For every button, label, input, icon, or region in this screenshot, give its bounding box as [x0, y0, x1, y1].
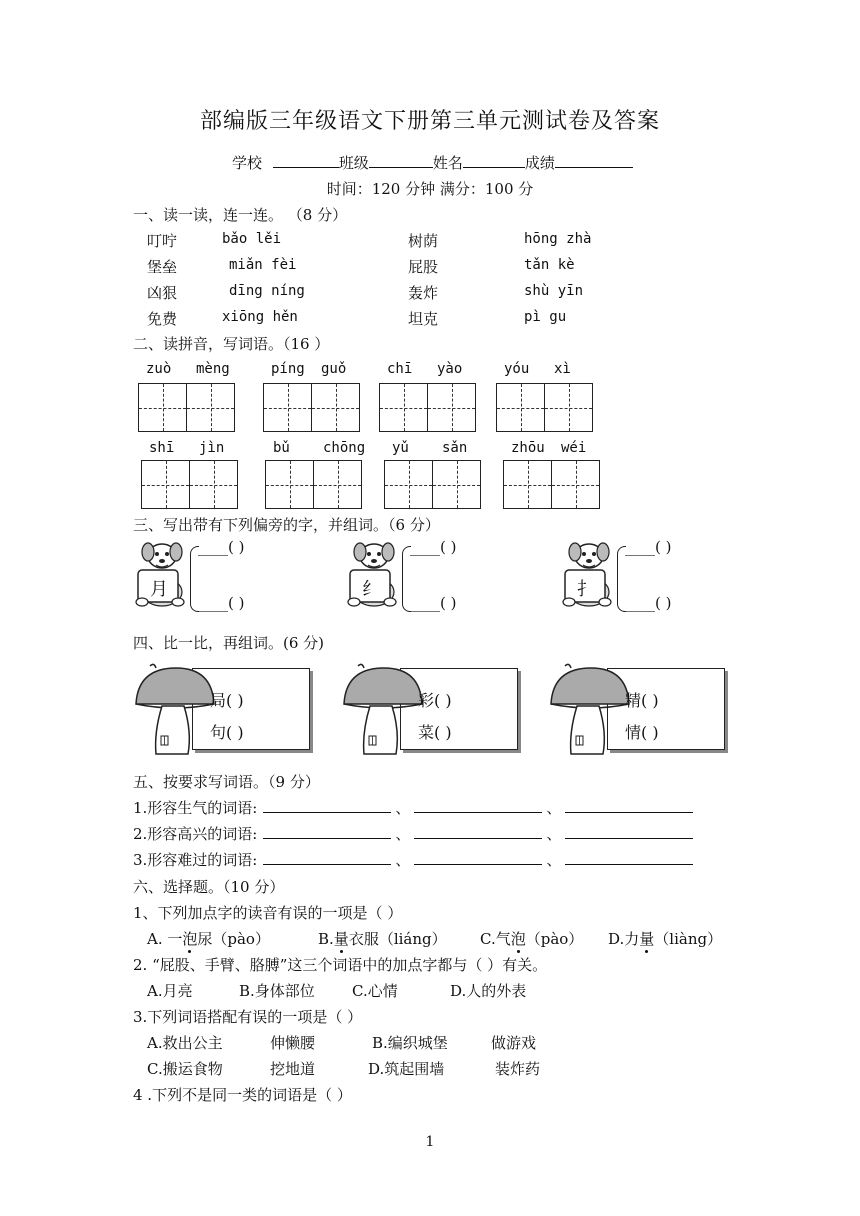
match-right-word[interactable]: 轰炸 [408, 284, 439, 302]
word-request-row [133, 797, 693, 818]
match-right-word[interactable]: 坦克 [408, 310, 439, 328]
separator: 、 [395, 799, 411, 817]
separator: 、 [546, 825, 562, 843]
word-request-label: 3.形容难过的词语: [133, 851, 258, 869]
radical-answer-blank-1[interactable]: ____( ) [410, 538, 457, 556]
answer-blank[interactable] [565, 824, 693, 839]
pinyin-syllable: píng [271, 361, 305, 377]
match-left-pinyin[interactable]: xiōng hěn [222, 309, 298, 325]
grid-guide-v [290, 461, 291, 508]
pinyin-syllable: sǎn [442, 440, 468, 456]
answer-blank[interactable] [414, 850, 542, 865]
grid-guide-v [211, 384, 212, 431]
grid-guide-v [166, 461, 167, 508]
question-3-option-a[interactable]: A.救出公主 [147, 1034, 223, 1052]
match-right-pinyin[interactable]: hōng zhà [524, 231, 592, 247]
question-2-option-c[interactable]: C.心情 [352, 982, 398, 1000]
question-1: 1、下列加点字的读音有误的一项是（ ） [133, 904, 403, 922]
grid-cell[interactable] [433, 461, 480, 508]
pinyin-syllable: yǔ [392, 440, 409, 456]
writing-grid[interactable] [263, 383, 360, 432]
pinyin-syllable: jìn [199, 440, 225, 456]
answer-blank[interactable] [565, 850, 693, 865]
school-blank[interactable] [273, 153, 339, 168]
score-label: 成绩 [524, 154, 555, 172]
class-label: 班级 [338, 154, 369, 172]
grid-cell[interactable] [380, 384, 428, 431]
section-1-heading: 一、读一读，连一连。 （8 分） [133, 206, 348, 224]
separator: 、 [395, 851, 411, 869]
section-2-heading: 二、读拼音，写词语。（16 ） [133, 335, 330, 353]
question-3-option-c[interactable]: C.搬运食物 [147, 1060, 223, 1078]
word-pair-top[interactable]: 彩( ) [418, 691, 452, 710]
separator: 、 [395, 825, 411, 843]
mushroom-house-icon [547, 662, 631, 758]
score-blank[interactable] [555, 153, 633, 168]
grid-guide-v [528, 461, 529, 508]
name-label: 姓名 [432, 154, 463, 172]
answer-blank[interactable] [263, 850, 391, 865]
mushroom-house-icon [340, 662, 424, 758]
grid-cell[interactable] [385, 461, 433, 508]
word-request-label: 1.形容生气的词语: [133, 799, 258, 817]
pinyin-syllable: guǒ [321, 361, 347, 377]
word-pair-top[interactable]: 精( ) [625, 691, 659, 710]
question-2-option-a[interactable]: A.月亮 [147, 982, 193, 1000]
grid-guide-v [457, 461, 458, 508]
pinyin-syllable: chōng [323, 440, 366, 456]
question-2-option-d[interactable]: D.人的外表 [450, 982, 527, 1000]
grid-cell[interactable] [314, 461, 361, 508]
question-2-option-b[interactable]: B.身体部位 [239, 982, 315, 1000]
word-pair-bottom[interactable]: 句( ) [210, 723, 244, 742]
grid-cell[interactable] [142, 461, 190, 508]
section-5-heading: 五、按要求写词语。（9 分） [133, 773, 320, 791]
word-request-row [133, 823, 693, 844]
match-right-pinyin[interactable]: shù yīn [524, 283, 584, 299]
match-left-pinyin[interactable]: bǎo lěi [222, 231, 282, 247]
grid-cell[interactable] [312, 384, 359, 431]
pinyin-syllable: bǔ [273, 440, 290, 456]
writing-grid[interactable] [496, 383, 593, 432]
question-3-option-b-phrase: 做游戏 [491, 1034, 537, 1052]
radical-answer-blank-1[interactable]: ____( ) [198, 538, 245, 556]
answer-blank[interactable] [414, 798, 542, 813]
writing-grid[interactable] [138, 383, 235, 432]
grid-guide-v [521, 384, 522, 431]
radical-character: 月 [150, 579, 168, 600]
grid-guide-v [404, 384, 405, 431]
answer-blank[interactable] [414, 824, 542, 839]
writing-grid[interactable] [379, 383, 476, 432]
pinyin-syllable: zuò [146, 361, 172, 377]
question-3-option-d-phrase: 装炸药 [495, 1060, 541, 1078]
grid-cell[interactable] [552, 461, 599, 508]
match-left-word[interactable]: 凶狠 [147, 284, 178, 302]
radical-answer-blank-2[interactable]: ____( ) [625, 594, 672, 612]
match-right-pinyin[interactable]: tǎn kè [524, 257, 575, 273]
question-1-option-a[interactable]: A. 一泡尿（pào） [147, 930, 270, 948]
pinyin-syllable: wéi [561, 440, 587, 456]
grid-guide-v [409, 461, 410, 508]
radical-answer-blank-2[interactable]: ____( ) [410, 594, 457, 612]
word-pair-bottom[interactable]: 情( ) [625, 723, 659, 742]
match-right-word[interactable]: 屁股 [408, 258, 439, 276]
separator: 、 [546, 799, 562, 817]
word-request-row [133, 849, 693, 870]
question-3-option-c-phrase: 挖地道 [270, 1060, 316, 1078]
writing-grid[interactable] [265, 460, 362, 509]
section-3-heading: 三、写出带有下列偏旁的字，并组词。（6 分） [133, 516, 440, 534]
question-1-option-c[interactable]: C.气泡（pào） [480, 930, 584, 948]
grid-guide-v [569, 384, 570, 431]
class-blank[interactable] [369, 153, 433, 168]
pinyin-syllable: mèng [196, 361, 230, 377]
grid-guide-v [576, 461, 577, 508]
grid-guide-v [214, 461, 215, 508]
page-title: 部编版三年级语文下册第三单元测试卷及答案 [199, 109, 660, 134]
grid-cell[interactable] [497, 384, 545, 431]
word-pair-top[interactable]: 局( ) [210, 691, 244, 710]
match-left-pinyin[interactable]: dīng níng [229, 283, 305, 299]
student-info-line [232, 152, 633, 173]
pinyin-syllable: xì [554, 361, 571, 377]
question-3: 3.下列词语搭配有误的一项是（ ） [133, 1008, 363, 1026]
word-request-label: 2.形容高兴的词语: [133, 825, 258, 843]
name-blank[interactable] [463, 153, 525, 168]
grid-cell[interactable] [545, 384, 592, 431]
grid-guide-v [288, 384, 289, 431]
page-number: 1 [425, 1134, 435, 1150]
match-left-word[interactable]: 免费 [147, 310, 178, 328]
radical-answer-blank-2[interactable]: ____( ) [198, 594, 245, 612]
match-left-word[interactable]: 叮咛 [147, 232, 178, 250]
pinyin-syllable: zhōu [511, 440, 545, 456]
match-left-pinyin[interactable]: miǎn fèi [229, 257, 297, 273]
question-4: 4 .下列不是同一类的词语是（ ） [133, 1086, 352, 1104]
pinyin-syllable: shī [149, 440, 175, 456]
grid-guide-v [338, 461, 339, 508]
pinyin-syllable: yóu [504, 361, 530, 377]
grid-guide-v [336, 384, 337, 431]
question-1-option-b[interactable]: B.量衣服（liáng） [318, 930, 447, 948]
pinyin-syllable: yào [437, 361, 463, 377]
radical-character: 扌 [577, 579, 595, 600]
answer-blank[interactable] [263, 824, 391, 839]
time-score-line: 时间：120 分钟 满分：100 分 [326, 180, 534, 198]
radical-character: 纟 [362, 579, 380, 600]
question-3-option-a-phrase: 伸懒腰 [270, 1034, 316, 1052]
grid-cell[interactable] [504, 461, 552, 508]
grid-cell[interactable] [264, 384, 312, 431]
radical-answer-blank-1[interactable]: ____( ) [625, 538, 672, 556]
match-left-word[interactable]: 堡垒 [147, 258, 178, 276]
grid-cell[interactable] [266, 461, 314, 508]
question-1-option-d[interactable]: D.力量（liàng） [608, 930, 723, 948]
question-3-option-b[interactable]: B.编织城堡 [372, 1034, 448, 1052]
writing-grid[interactable] [141, 460, 238, 509]
grid-cell[interactable] [190, 461, 237, 508]
school-label: 学校 [232, 154, 263, 172]
answer-blank[interactable] [565, 798, 693, 813]
match-right-pinyin[interactable]: pì gu [524, 309, 567, 325]
answer-blank[interactable] [263, 798, 391, 813]
grid-cell[interactable] [428, 384, 475, 431]
word-pair-bottom[interactable]: 菜( ) [418, 723, 452, 742]
grid-guide-v [163, 384, 164, 431]
mushroom-house-icon [132, 662, 216, 758]
grid-guide-v [452, 384, 453, 431]
grid-cell[interactable] [139, 384, 187, 431]
section-4-heading: 四、比一比，再组词。(6 分) [133, 634, 325, 652]
grid-cell[interactable] [187, 384, 234, 431]
match-right-word[interactable]: 树荫 [408, 232, 439, 250]
section-6-heading: 六、选择题。（10 分） [133, 878, 285, 896]
pinyin-syllable: chī [387, 361, 413, 377]
question-2: 2. “屁股、手臂、胳膊”这三个词语中的加点字都与（ ）有关。 [133, 956, 548, 974]
writing-grid[interactable] [503, 460, 600, 509]
writing-grid[interactable] [384, 460, 481, 509]
question-3-option-d[interactable]: D.筑起围墙 [368, 1060, 445, 1078]
separator: 、 [546, 851, 562, 869]
